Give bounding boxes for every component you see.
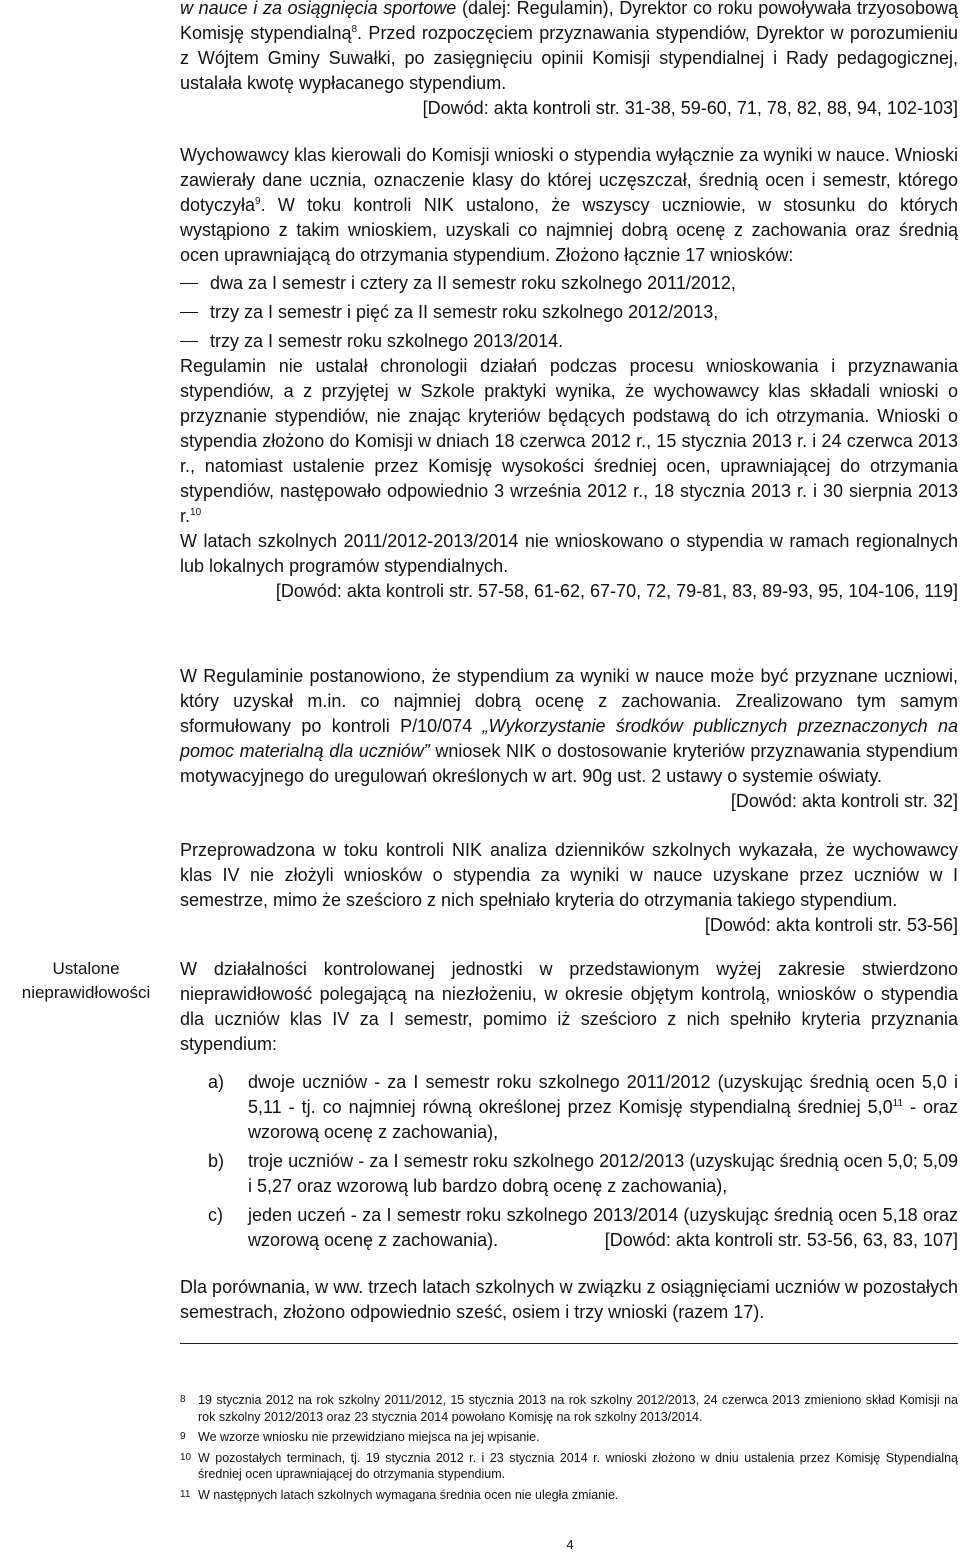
list-item: trzy za I semestr roku szkolnego 2013/2014. <box>180 329 958 354</box>
side-label-line2: nieprawidłowości <box>21 983 151 1002</box>
irregularity-paragraph: W działalności kontrolowanej jednostki w przedstawionym wyżej zakresie stwierdzono nieprawidłowość polegającą na niezłożeniu, w okresie objętym kontrolą, wniosków o stypendia dla uczniów klas IV za I semestr, pomimo iż sześcioro z nich spełniło kryteria przyznania stypendium: <box>180 959 958 1054</box>
regulation-title-italic: w nauce i za osiągnięcia sportowe <box>180 0 457 18</box>
list-item: trzy za I semestr i pięć za II semestr roku szkolnego 2012/2013, <box>180 300 958 325</box>
comparison-block <box>180 1275 958 1325</box>
irregularity-list <box>180 1070 958 1253</box>
list-item: b) troje uczniów - za I semestr roku szkolnego 2012/2013 (uzyskując średnią ocen 5,0; 5,09 i 5,27 oraz wzorową lub bardzo dobrą ocenę z zachowania), <box>208 1151 958 1196</box>
applications-list <box>180 271 958 354</box>
chronology-paragraph: Regulamin nie ustalał chronologii działań podczas procesu wnioskowania i przyznawania stypendiów, a z przyjętej w Szkole praktyki wynika, że wychowawcy klas składali wnioski o przyznanie stypendiów, nie znając kryteriów będących podstawą do ich otrzymania. Wnioski o stypendia złożono do Komisji w dniach 18 czerwca 2012 r., 15 stycznia 2013 r. i 24 czerwca 2013 r., natomiast ustalenie przez Komisję wysokości średniej ocen, uprawniającej do otrzymania stypendiów, następowało odpowiednio 3 września 2012 r., 18 stycznia 2013 r. i 30 sierpnia 2013 r.$^{10}$ <box>180 356 958 526</box>
comparison-paragraph: Dla porównania, w ww. trzech latach szkolnych w związku z osiągnięciami uczniów w pozostałych semestrach, złożono odpowiednio sześć, osiem i trzy wnioski (razem 17). <box>180 1277 958 1322</box>
footnote-ref-8: 8 <box>351 24 358 35</box>
footnote-ref-9: 9 <box>255 196 261 207</box>
top-paragraph: w nauce i za osiągnięcia sportowe (dalej: Regulamin), Dyrektor co roku powoływała trzyosobową Komisję stypendialną$^8$. Przed rozpoczęciem przyznawania stypendiów, Dyrektor w porozumieniu z Wójtem Gminy Suwałki, po zasięgnięciu opinii Komisji stypendialnej i Rady pedagogicznej, ustalała kwotę wypłacanego stypendium. <box>180 0 958 93</box>
footnotes <box>180 1392 958 1503</box>
evidence-reference: [Dowód: akta kontroli str. 57-58, 61-62, 67-70, 72, 79-81, 83, 89-93, 95, 104-106, 119] <box>275 581 958 601</box>
evidence-reference: [Dowód: akta kontroli str. 53-56] <box>704 915 958 935</box>
footnote-separator <box>180 1343 958 1344</box>
evidence-reference: [Dowód: akta kontroli str. 31-38, 59-60, 71, 78, 82, 88, 94, 102-103] <box>422 98 958 118</box>
footnote: 10 W pozostałych terminach, tj. 19 stycznia 2012 r. i 23 stycznia 2014 r. wnioski złożono w dniu ustalenia przez Komisję Stypendialną średniej ocen uprawniającej do otrzymania stypendium. <box>180 1450 958 1481</box>
evidence-reference: [Dowód: akta kontroli str. 32] <box>730 791 958 811</box>
evidence-reference: [Dowód: akta kontroli str. 53-56, 63, 83, 107] <box>604 1230 958 1250</box>
footnote-number: 11 <box>180 1488 191 1500</box>
footnote-ref-10: 10 <box>190 507 202 518</box>
footnote: 8 19 stycznia 2012 na rok szkolny 2011/2012, 15 stycznia 2013 na rok szkolny 2012/2013, 24 czerwca 2013 zmieniono skład Komisji na rok szkolny 2012/2013 oraz 23 stycznia 2014 powołano Komisję na rok szkolny 2013/2014. <box>180 1393 958 1424</box>
side-label-line1: Ustalone <box>52 959 120 978</box>
item-label: a) <box>208 1072 225 1092</box>
analysis-paragraph: Przeprowadzona w toku kontroli NIK analiza dzienników szkolnych wykazała, że wychowawcy klas IV nie złożyli wniosków o stypendia za wyniki w nauce uzyskane przez uczniów w I semestrze, mimo że sześcioro z nich spełniało kryteria do otrzymania takiego stypendium. [Dowód: akta kontroli str. 53-56] <box>180 838 958 913</box>
applications-paragraph: Wychowawcy klas kierowali do Komisji wnioski o stypendia wyłącznie za wyniki w nauce. Wnioski zawierały dane ucznia, oznaczenie klasy do której uczęszczał, średnią ocen i semestr, którego dotyczyła$^9$. W toku kontroli NIK ustalono, że wszyscy uczniowie, w stosunku do których wystąpiono z takim wnioskiem, uzyskali co najmniej dobrą ocenę z zachowania oraz średnią ocen uprawniającą do otrzymania stypendium. Złożono łącznie 17 wniosków: <box>180 145 958 265</box>
footnote-number: 10 <box>180 1451 192 1463</box>
applications-block <box>180 143 958 604</box>
footnote: 9 We wzorze wniosku nie przewidziano miejsca na jej wpisanie. <box>180 1430 540 1444</box>
list-item: a) dwoje uczniów - za I semestr roku szkolnego 2011/2012 (uzyskując średnią ocen 5,0 i 5,11 - tj. co najmniej równą określonej przez Komisję stypendialną średniej $5,0^{11}$ - oraz wzorową ocenę z zachowania), <box>208 1072 958 1142</box>
regulation-block <box>180 664 958 814</box>
analysis-block <box>180 838 958 938</box>
programs-paragraph: W latach szkolnych 2011/2012-2013/2014 nie wnioskowano o stypendia w ramach regionalnych lub lokalnych programów stypendialnych. <box>180 531 958 576</box>
list-item: c) jeden uczeń - za I semestr roku szkolnego 2013/2014 (uzyskując średnią ocen 5,18 oraz wzorową ocenę z zachowania). [Dowód: akta kontroli str. 53-56, 63, 83, 107] <box>180 1203 958 1253</box>
audit-title-italic: „Wykorzystanie środków publicznych przeznaczonych na pomoc materialną dla uczniów” <box>180 716 958 761</box>
footnote: 11 W następnych latach szkolnych wymagana średnia ocen nie uległa zmianie. <box>180 1487 619 1502</box>
irregularity-block <box>180 957 958 1253</box>
top-paragraph-block <box>180 0 958 121</box>
item-label: c) <box>208 1205 223 1225</box>
page-number: 4 <box>566 1537 574 1552</box>
section-side-label <box>0 957 172 1005</box>
footnote-number: 8 <box>180 1394 186 1405</box>
list-item: dwa za I semestr i cztery za II semestr roku szkolnego 2011/2012, <box>180 271 958 296</box>
regulation-paragraph: W Regulaminie postanowiono, że stypendium za wyniki w nauce może być przyznane uczniowi, który uzyskał m.in. co najmniej dobrą ocenę z zachowania. Zrealizowano tym samym sformułowany po kontroli P/10/074 „Wykorzystanie środków publicznych przeznaczonych na pomoc materialną dla uczniów” wniosek NIK o dostosowanie kryteriów przyznawania stypendium motywacyjnego do uregulowań określonych w art. 90g ust. 2 ustawy o systemie oświaty. [Dowód: akta kontroli str. 32] <box>180 664 958 789</box>
footnote-number: 9 <box>180 1431 186 1442</box>
footnote-ref-11: 11 <box>892 1098 904 1109</box>
item-label: b) <box>208 1151 225 1171</box>
